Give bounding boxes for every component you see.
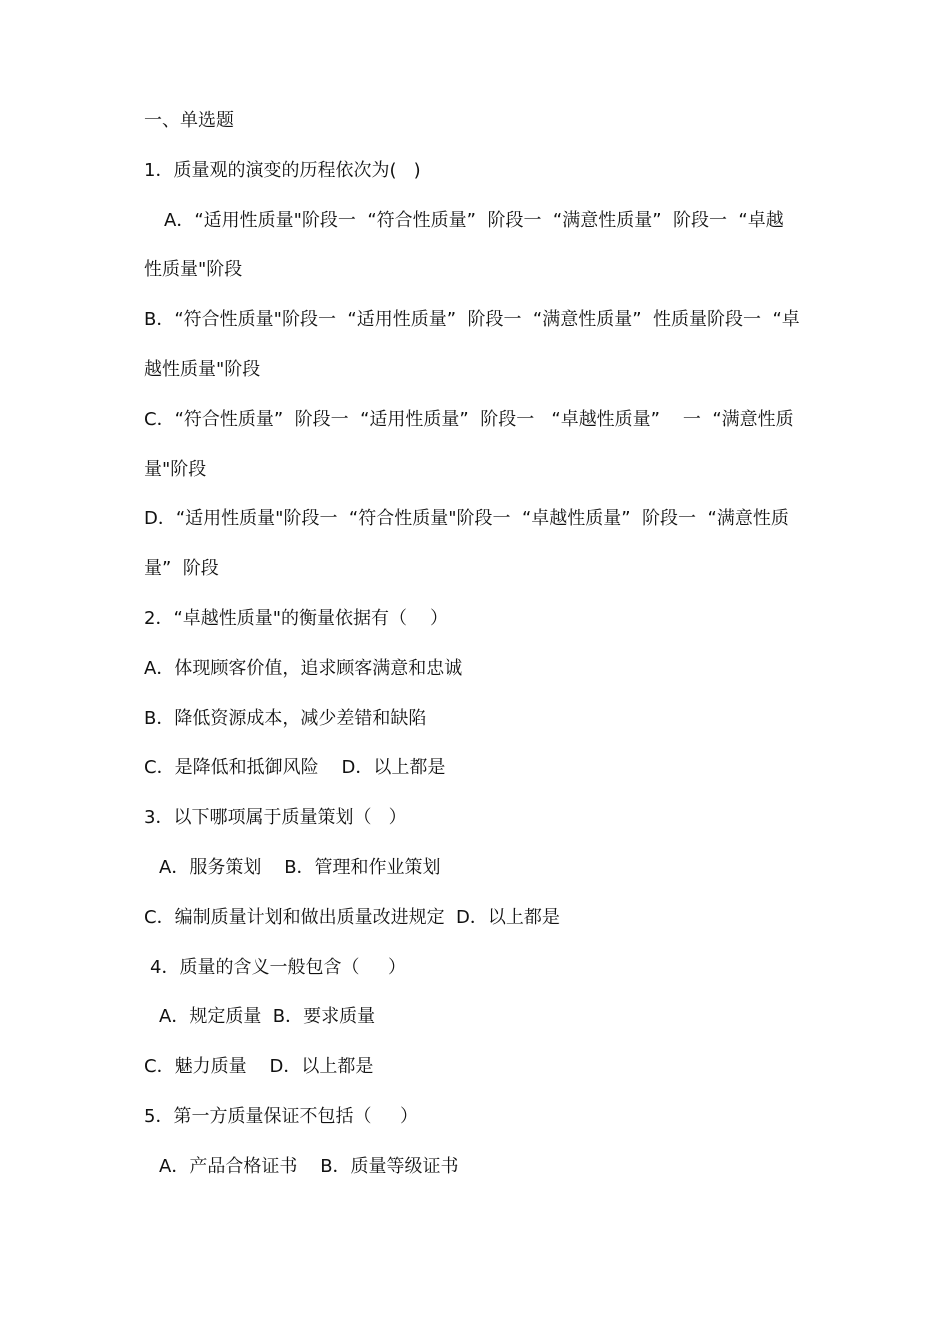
question-1-option-c: C．“符合性质量” 阶段一 “适用性质量” 阶段一 “卓越性质量” 一 “满意性质	[144, 408, 794, 430]
section-heading: 一、单选题	[144, 110, 234, 131]
question-4: 4．质量的含义一般包含（ ）	[150, 956, 407, 978]
question-4-options-c-d: C．魅力质量 D．以上都是	[144, 1056, 374, 1078]
question-3-options-a-b: A．服务策划 B．管理和作业策划	[159, 856, 441, 878]
question-1-option-a-continued: 性质量"阶段	[144, 259, 243, 281]
question-2: 2．“卓越性质量"的衡量依据有（ ）	[144, 607, 448, 629]
question-1-option-b-continued: 越性质量"阶段	[144, 358, 261, 380]
question-1-option-d: D．“适用性质量"阶段一 “符合性质量"阶段一 “卓越性质量” 阶段一 “满意性质	[144, 508, 789, 530]
question-2-option-a: A．体现顾客价值，追求顾客满意和忠诚	[144, 657, 463, 679]
question-2-option-b: B．降低资源成本，减少差错和缺陷	[144, 707, 427, 729]
question-3: 3．以下哪项属于质量策划（ ）	[144, 807, 407, 829]
question-1-option-a: A．“适用性质量"阶段一 “符合性质量” 阶段一 “满意性质量” 阶段一 “卓越	[164, 209, 784, 231]
question-5-options-a-b: A．产品合格证书 B．质量等级证书	[159, 1155, 459, 1177]
question-1-option-c-continued: 量"阶段	[144, 458, 207, 480]
question-5: 5．第一方质量保证不包括（ ）	[144, 1105, 419, 1127]
question-3-options-c-d: C．编制质量计划和做出质量改进规定 D．以上都是	[144, 906, 560, 928]
question-2-options-c-d: C．是降低和抵御风险 D．以上都是	[144, 757, 446, 779]
question-1: 1．质量观的演变的历程依次为( )	[144, 159, 421, 181]
question-4-options-a-b: A．规定质量 B．要求质量	[159, 1006, 376, 1028]
question-1-option-b: B．“符合性质量"阶段一 “适用性质量” 阶段一 “满意性质量” 性质量阶段一 “卓	[144, 309, 800, 331]
question-1-option-d-continued: 量” 阶段	[144, 558, 219, 580]
document-body	[144, 96, 824, 1192]
